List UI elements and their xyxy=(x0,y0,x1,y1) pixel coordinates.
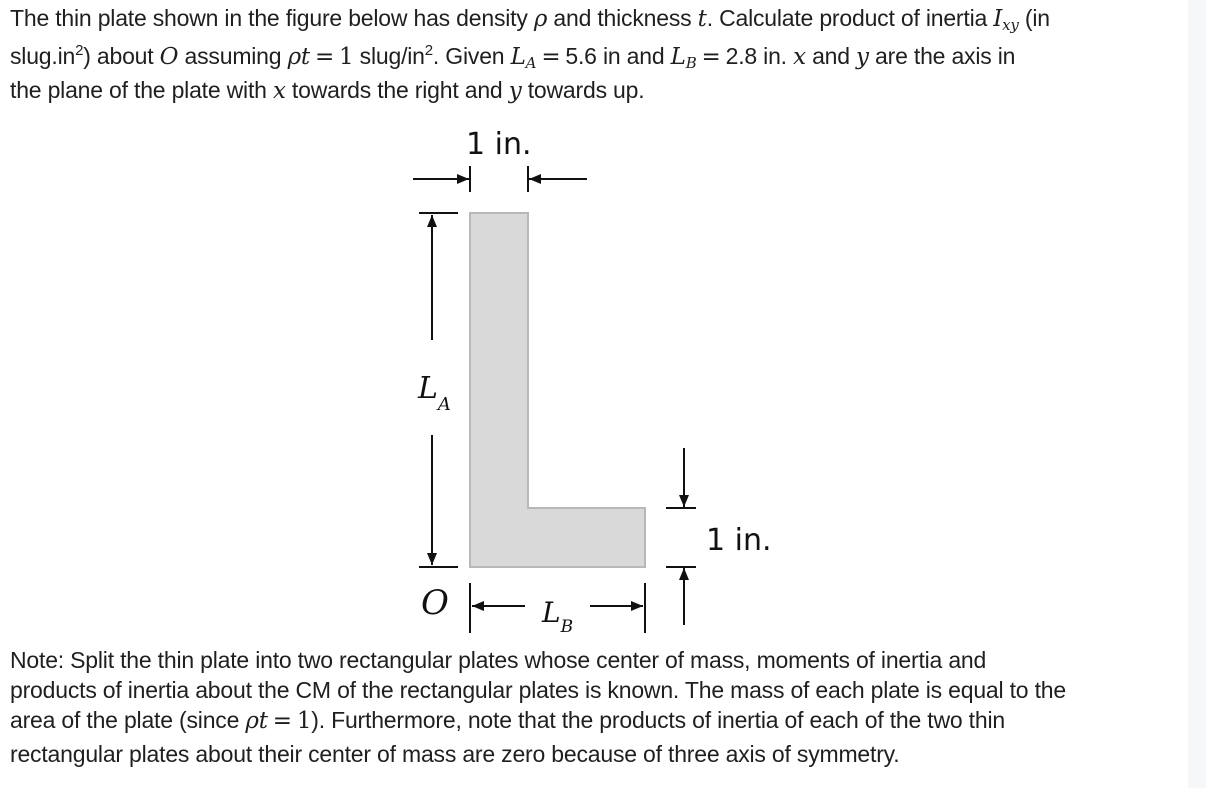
math-t: t xyxy=(258,708,268,734)
la-label-main: L xyxy=(418,371,438,406)
problem-text: slug/in xyxy=(359,43,425,69)
problem-text: 2.8 in. xyxy=(725,43,787,69)
math-equals: = xyxy=(701,44,721,70)
math-L: L xyxy=(510,44,526,70)
problem-text: The thin plate shown in the figure below has density xyxy=(10,5,528,31)
math-rho: ρ xyxy=(287,44,301,70)
origin-label: O xyxy=(421,583,449,623)
solution-note xyxy=(10,645,1185,769)
math-equals: = xyxy=(314,44,335,70)
math-equals: = xyxy=(541,44,561,70)
math-rho: ρ xyxy=(533,6,548,32)
problem-text: the plane of the plate with xyxy=(10,77,267,103)
problem-text: assuming xyxy=(184,43,282,69)
problem-text: (in xyxy=(1024,5,1050,31)
problem-text: towards up. xyxy=(527,77,645,103)
math-B-subscript: B xyxy=(685,54,697,72)
math-exponent: 2 xyxy=(75,42,84,59)
note-line-1: Note: Split the thin plate into two rectangular plates whose center of mass, moments of inertia and xyxy=(10,647,987,673)
problem-text: towards the right and xyxy=(291,77,503,103)
math-one: 1 xyxy=(296,708,312,734)
la-label-sub: A xyxy=(437,394,451,415)
problem-text: and xyxy=(812,43,850,69)
lb-label-main: L xyxy=(542,596,561,629)
math-equals: = xyxy=(272,708,292,734)
note-text: area of the plate (since xyxy=(10,707,240,733)
lb-label-sub: B xyxy=(560,617,574,637)
math-t: t xyxy=(300,44,310,70)
problem-text: . Given xyxy=(432,43,505,69)
note-line-4: rectangular plates about their center of mass are zero because of three axis of symmetry. xyxy=(10,741,900,767)
l-plate-shape xyxy=(470,213,645,567)
math-L: L xyxy=(670,44,686,70)
math-y: y xyxy=(856,44,869,70)
math-I: I xyxy=(993,6,1003,32)
problem-text: are the axis in xyxy=(875,43,1016,69)
problem-text: slug.in xyxy=(10,43,76,69)
note-text: ). Furthermore, note that the products of inertia of each of the two thin xyxy=(311,707,1005,733)
lb-label xyxy=(541,596,573,637)
math-y: y xyxy=(508,78,522,104)
top-dim-label: 1 in. xyxy=(466,127,532,162)
problem-text: . Calculate product of inertia xyxy=(706,5,988,31)
math-x: x xyxy=(793,44,806,70)
math-one: 1 xyxy=(339,44,354,70)
problem-text: ) about xyxy=(83,43,154,69)
math-exponent: 2 xyxy=(424,42,433,59)
math-t: t xyxy=(697,6,707,32)
math-xy-subscript: xy xyxy=(1002,16,1019,34)
right-dim-label: 1 in. xyxy=(706,523,772,558)
math-A-subscript: A xyxy=(525,54,537,72)
la-label xyxy=(417,371,451,415)
problem-text: 5.6 in and xyxy=(565,43,665,69)
math-x: x xyxy=(272,78,286,104)
note-line-2: products of inertia about the CM of the rectangular plates is known. The mass of each plate is equal to the xyxy=(10,677,1066,703)
note-line-3 xyxy=(10,705,1185,736)
math-O: O xyxy=(159,44,179,70)
problem-text: and thickness xyxy=(553,5,692,31)
math-rho: ρ xyxy=(245,708,259,734)
